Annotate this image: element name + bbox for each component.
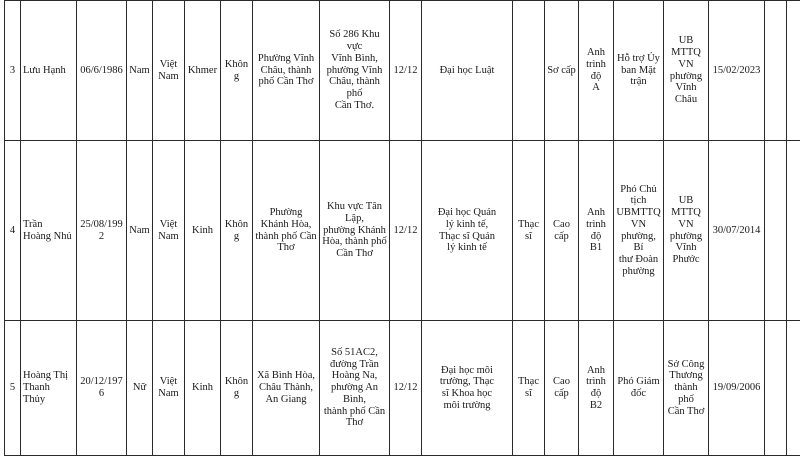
gender-cell: Nữ [127, 321, 153, 456]
general-education-cell: 12/12 [390, 141, 422, 321]
nationality-cell: Việt Nam [153, 321, 185, 456]
general-education-cell: 12/12 [390, 1, 422, 141]
party-date-cell: 19/09/2006 [709, 321, 765, 456]
workplace-cell: UB MTTQ VN phường Vĩnh Châu [664, 1, 709, 141]
residence-cell: Số 51AC2, đường Trần Hoàng Na, phường An Bình, thành phố Cần Thơ [320, 321, 390, 456]
major-cell: Đại học môi trường, Thạc sĩ Khoa học môi trường [422, 321, 513, 456]
political-theory-cell: Sơ cấp [545, 1, 579, 141]
political-theory-cell: Cao cấp [545, 321, 579, 456]
candidate-table [4, 0, 800, 456]
table-row [5, 141, 800, 321]
table-row [5, 321, 800, 456]
empty-cell [787, 1, 800, 141]
ethnicity-cell: Khmer [185, 1, 221, 141]
workplace-cell: Sở Công Thương thành phố Cần Thơ [664, 321, 709, 456]
name-cell: Lưu Hạnh [21, 1, 77, 141]
position-cell: Hỗ trợ Ủy ban Mặt trận [614, 1, 664, 141]
nationality-cell: Việt Nam [153, 1, 185, 141]
workplace-cell: UB MTTQ VN phường Vĩnh Phước [664, 141, 709, 321]
party-date-cell: 30/07/2014 [709, 141, 765, 321]
residence-cell: Số 286 Khu vực Vĩnh Bình, phường Vĩnh Châu, thành phố Cần Thơ. [320, 1, 390, 141]
hometown-cell: Phường Khánh Hòa, thành phố Cần Thơ [253, 141, 320, 321]
language-cell: Anh trình độ B1 [579, 141, 614, 321]
religion-cell: Không [221, 1, 253, 141]
empty-cell [765, 141, 787, 321]
empty-cell [787, 321, 800, 456]
major-cell: Đại học Luật [422, 1, 513, 141]
degree-cell: Thạc sĩ [513, 321, 545, 456]
residence-cell: Khu vực Tân Lập, phường Khánh Hòa, thành phố Cần Thơ [320, 141, 390, 321]
political-theory-cell: Cao cấp [545, 141, 579, 321]
empty-cell [765, 321, 787, 456]
ethnicity-cell: Kinh [185, 141, 221, 321]
dob-cell: 06/6/1986 [77, 1, 127, 141]
name-cell: Trần Hoàng Nhủ [21, 141, 77, 321]
table-row [5, 1, 800, 141]
stt-cell: 5 [5, 321, 21, 456]
stt-cell: 3 [5, 1, 21, 141]
religion-cell: Không [221, 321, 253, 456]
dob-cell: 25/08/1992 [77, 141, 127, 321]
nationality-cell: Việt Nam [153, 141, 185, 321]
general-education-cell: 12/12 [390, 321, 422, 456]
religion-cell: Không [221, 141, 253, 321]
language-cell: Anh trình độ A [579, 1, 614, 141]
language-cell: Anh trình độ B2 [579, 321, 614, 456]
gender-cell: Nam [127, 1, 153, 141]
major-cell: Đại học Quản lý kinh tế, Thạc sĩ Quản lý kinh tế [422, 141, 513, 321]
hometown-cell: Phường Vĩnh Châu, thành phố Cần Thơ [253, 1, 320, 141]
ethnicity-cell: Kinh [185, 321, 221, 456]
dob-cell: 20/12/1976 [77, 321, 127, 456]
position-cell: Phó Giám đốc [614, 321, 664, 456]
hometown-cell: Xã Bình Hòa, Châu Thành, An Giang [253, 321, 320, 456]
degree-cell [513, 1, 545, 141]
stt-cell: 4 [5, 141, 21, 321]
degree-cell: Thạc sĩ [513, 141, 545, 321]
party-date-cell: 15/02/2023 [709, 1, 765, 141]
gender-cell: Nam [127, 141, 153, 321]
name-cell: Hoàng Thị Thanh Thủy [21, 321, 77, 456]
empty-cell [787, 141, 800, 321]
empty-cell [765, 1, 787, 141]
position-cell: Phó Chủ tịch UBMTTQ VN phường, Bí thư Đoàn phường [614, 141, 664, 321]
